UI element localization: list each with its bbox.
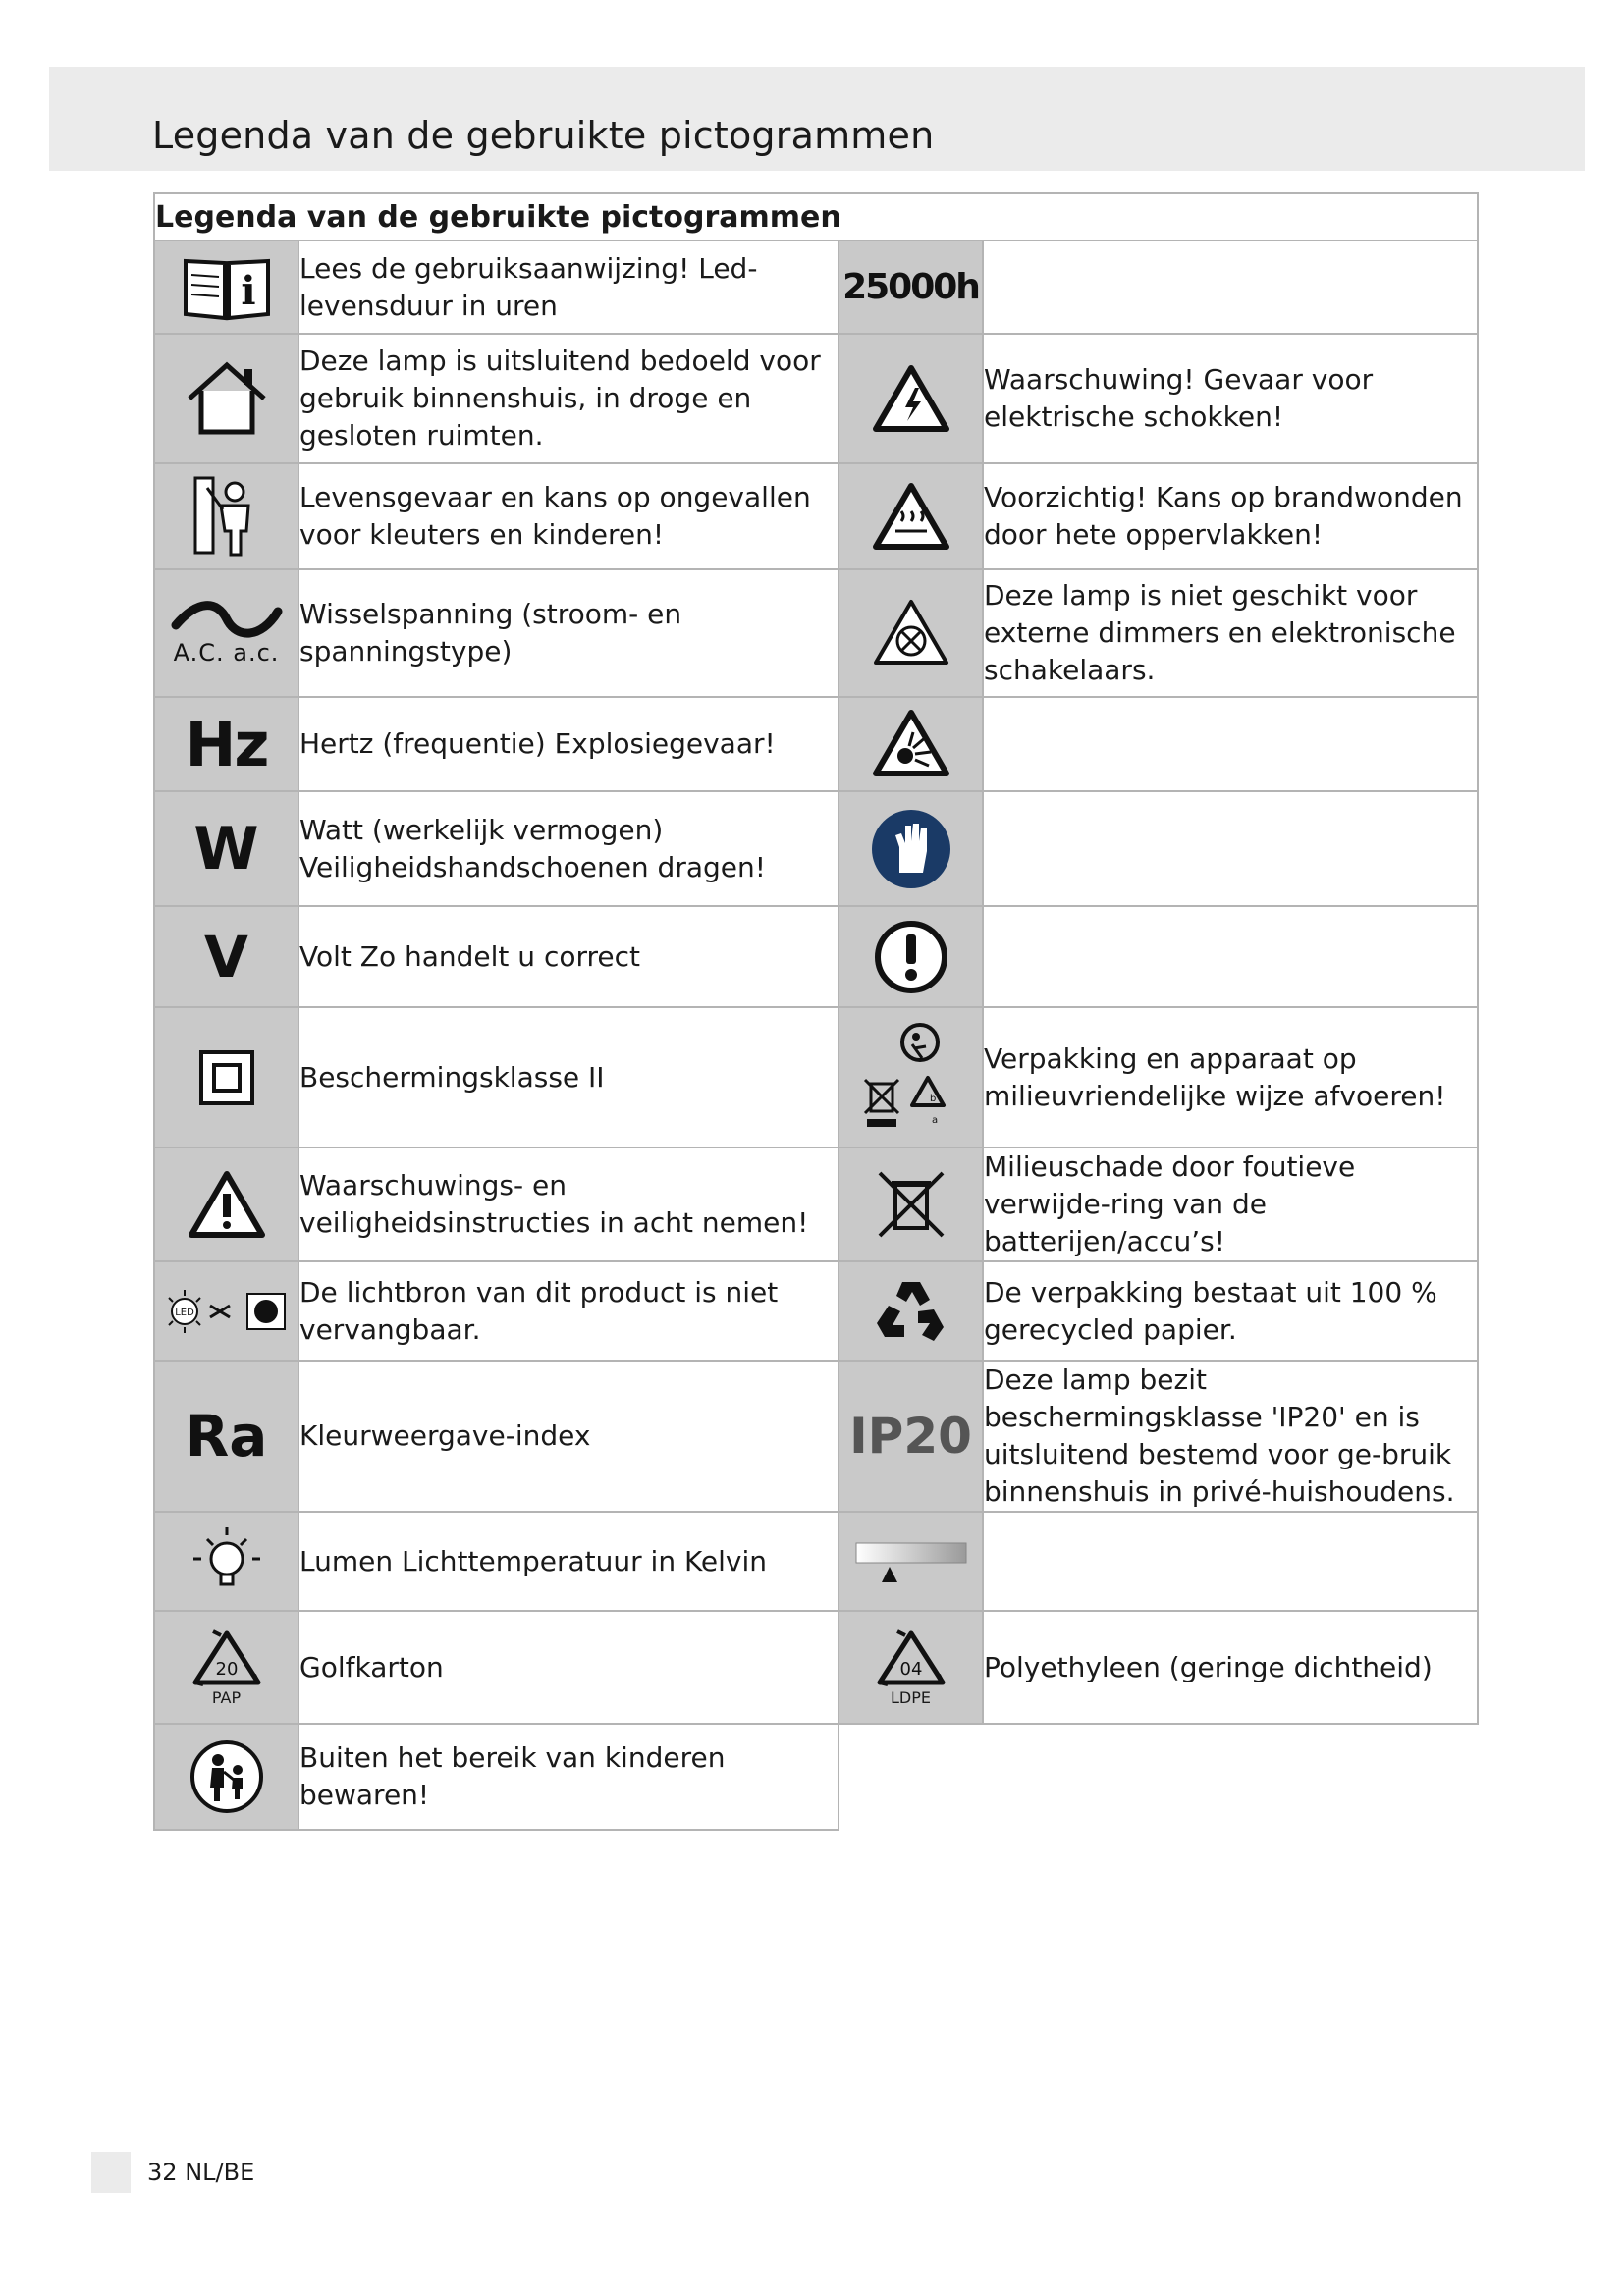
table-row <box>154 240 1478 334</box>
watt-label: W <box>193 814 259 883</box>
recycle-pap-20-icon <box>154 1611 298 1724</box>
table-row <box>154 1512 1478 1611</box>
svg-text:i: i <box>240 267 256 314</box>
hertz-label: Hz <box>185 708 268 780</box>
legend-text: Waarschuwing! Gevaar voor elektrische schokken! <box>983 334 1478 463</box>
electric-shock-warning-icon <box>839 334 983 463</box>
empty-cell <box>839 1724 1478 1830</box>
recycle-pap-label: PAP <box>211 1688 242 1707</box>
table-caption-row <box>154 193 1478 240</box>
legend-text: Voorzichtig! Kans op brandwonden door hete oppervlakken! <box>983 463 1478 569</box>
legend-text: Buiten het bereik van kinderen bewaren! <box>298 1724 839 1830</box>
led-lifetime-25000h-icon <box>839 240 983 334</box>
legend-text: Hertz (frequentie) Explosiegevaar! <box>298 697 839 791</box>
table-row <box>154 1148 1478 1261</box>
environmental-disposal-icon <box>839 1007 983 1148</box>
legend-text: Lumen Lichttemperatuur in Kelvin <box>298 1512 839 1611</box>
recycle-pap-code: 20 <box>215 1659 238 1680</box>
page-footer <box>147 2159 254 2186</box>
legend-text: Lees de gebruiksaanwijzing! Led-levensduur in uren <box>298 240 839 334</box>
legend-text: Verpakking en apparaat op milieuvriendelijke wijze afvoeren! <box>983 1007 1478 1148</box>
legend-text: Deze lamp is uitsluitend bedoeld voor gebruik binnenshuis, in droge en gesloten ruimten. <box>298 334 839 463</box>
legend-text: Kleurweergave-index <box>298 1361 839 1512</box>
legend-text: Deze lamp bezit beschermingsklasse 'IP20' en is uitsluitend bestemd voor ge-bruik binnenshuis in privé-huishoudens. <box>983 1361 1478 1512</box>
keep-away-children-icon <box>154 1724 298 1830</box>
recycle-ldpe-code: 04 <box>899 1659 922 1680</box>
legend-text: De verpakking bestaat uit 100 % gerecycled papier. <box>983 1261 1478 1361</box>
pictogram-legend-table <box>153 192 1479 1831</box>
page-locale: NL/BE <box>185 2159 255 2186</box>
recycle-ldpe-label: LDPE <box>891 1688 931 1707</box>
explosion-warning-icon <box>839 697 983 791</box>
table-row <box>154 334 1478 463</box>
color-rendering-label: Ra <box>185 1403 268 1469</box>
alternating-current-label: A.C. a.c. <box>173 639 280 667</box>
legend-text <box>983 240 1478 334</box>
color-temperature-scale-icon <box>839 1512 983 1611</box>
svg-text:LED: LED <box>174 1307 194 1318</box>
svg-text:a: a <box>931 1114 938 1126</box>
legend-text: Polyethyleen (geringe dichtheid) <box>983 1611 1478 1724</box>
no-dimmer-icon <box>839 569 983 697</box>
legend-text <box>983 697 1478 791</box>
table-row <box>154 463 1478 569</box>
watt-icon <box>154 791 298 906</box>
volt-icon <box>154 906 298 1007</box>
table-row <box>154 1361 1478 1512</box>
table-row <box>154 569 1478 697</box>
table-row <box>154 1724 1478 1830</box>
crossed-bin-icon <box>839 1148 983 1261</box>
legend-text <box>983 791 1478 906</box>
ip20-icon <box>839 1361 983 1512</box>
warning-triangle-icon <box>154 1148 298 1261</box>
alternating-current-icon <box>154 569 298 697</box>
recycling-icon <box>839 1261 983 1361</box>
table-caption: Legenda van de gebruikte pictogrammen <box>154 193 1478 240</box>
legend-text: Golfkarton <box>298 1611 839 1724</box>
legend-text: Watt (werkelijk vermogen) Veiligheidshandschoenen dragen! <box>298 791 839 906</box>
svg-text:b: b <box>929 1093 936 1104</box>
legend-text: Waarschuwings- en veiligheidsinstructies in acht nemen! <box>298 1148 839 1261</box>
legend-text: Volt Zo handelt u correct <box>298 906 839 1007</box>
table-row <box>154 1007 1478 1148</box>
ip20-label: IP20 <box>849 1408 972 1465</box>
legend-text: Beschermingsklasse II <box>298 1007 839 1148</box>
legend-text: Levensgevaar en kans op ongevallen voor kleuters en kinderen! <box>298 463 839 569</box>
child-hazard-icon <box>154 463 298 569</box>
legend-text: Deze lamp is niet geschikt voor externe dimmers en elektronische schakelaars. <box>983 569 1478 697</box>
page-title: Legenda van de gebruikte pictogrammen <box>152 114 935 157</box>
manual-info-icon <box>154 240 298 334</box>
hot-surface-warning-icon <box>839 463 983 569</box>
non-replaceable-led-icon <box>154 1261 298 1361</box>
table-row <box>154 791 1478 906</box>
legend-text <box>983 906 1478 1007</box>
legend-text: De lichtbron van dit product is niet vervangbaar. <box>298 1261 839 1361</box>
table-row <box>154 697 1478 791</box>
legend-text: Wisselspanning (stroom- en spanningstype) <box>298 569 839 697</box>
page-number-box <box>91 2152 131 2193</box>
led-lifetime-label: 25000h <box>842 267 979 307</box>
table-row <box>154 1611 1478 1724</box>
table-row <box>154 906 1478 1007</box>
safety-gloves-icon <box>839 791 983 906</box>
table-row <box>154 1261 1478 1361</box>
exclamation-circle-icon <box>839 906 983 1007</box>
page-number: 32 <box>147 2159 178 2186</box>
legend-text: Milieuschade door foutieve verwijde-ring van de batterijen/accu’s! <box>983 1148 1478 1261</box>
house-icon <box>154 334 298 463</box>
color-rendering-index-icon <box>154 1361 298 1512</box>
lumen-bulb-icon <box>154 1512 298 1611</box>
volt-label: V <box>204 923 248 990</box>
protection-class-2-icon <box>154 1007 298 1148</box>
recycle-ldpe-04-icon <box>839 1611 983 1724</box>
legend-text <box>983 1512 1478 1611</box>
hertz-icon <box>154 697 298 791</box>
